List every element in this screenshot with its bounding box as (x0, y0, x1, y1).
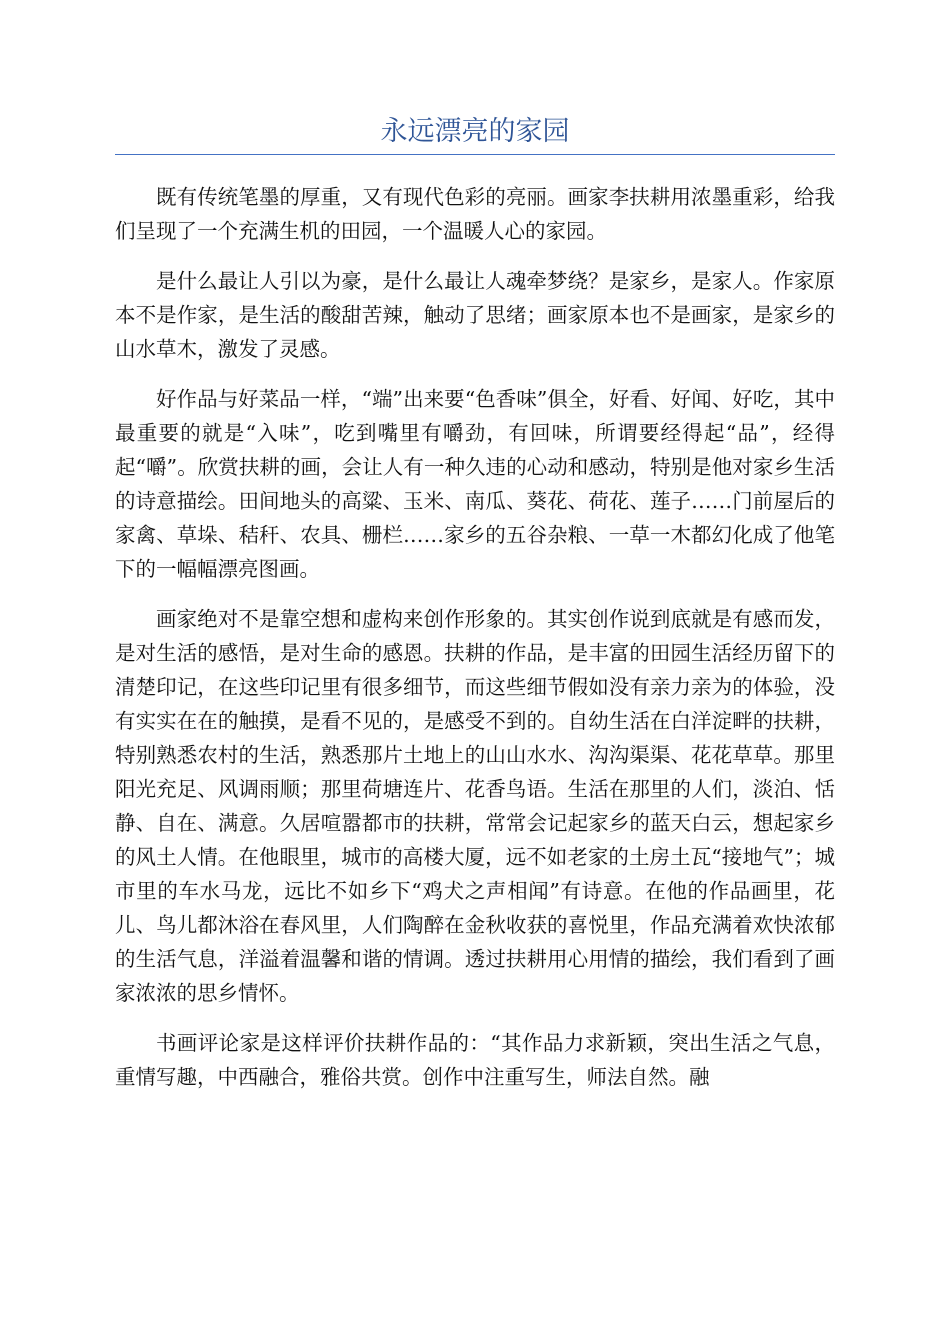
paragraph-1: 既有传统笔墨的厚重，又有现代色彩的亮丽。画家李扶耕用浓墨重彩，给我们呈现了一个充满生机的田园，一个温暖人心的家园。 (115, 185, 835, 243)
paragraph-4: 画家绝对不是靠空想和虚构来创作形象的。其实创作说到底就是有感而发，是对生活的感悟，是对生命的感恩。扶耕的作品，是丰富的田园生活经历留下的清楚印记，在这些印记里有很多细节，而这些细节假如没有亲力亲为的体验，没有实实在在的触摸，是看不见的，是感受不到的。自幼生活在白洋淀畔的扶耕，特别熟悉农村的生活，熟悉那片土地上的山山水水、沟沟渠渠、花花草草。那里阳光充足、风调雨顺；那里荷塘连片、花香鸟语。生活在那里的人们，淡泊、恬静、自在、满意。久居喧嚣都市的扶耕，常常会记起家乡的蓝天白云，想起家乡的风土人情。在他眼里，城市的高楼大厦，远不如老家的土房土瓦“接地气”；城市里的车水马龙，远比不如乡下“鸡犬之声相闻”有诗意。在他的作品画里，花儿、鸟儿都沐浴在春风里，人们陶醉在金秋收获的喜悦里，作品充满着欢快浓郁的生活气息，洋溢着温馨和谐的情调。透过扶耕用心用情的描绘，我们看到了画家浓浓的思乡情怀。 (115, 607, 835, 1005)
paragraph-2: 是什么最让人引以为豪，是什么最让人魂牵梦绕？是家乡，是家人。作家原本不是作家，是生活的酸甜苦辣，触动了思绪；画家原本也不是画家，是家乡的山水草木，激发了灵感。 (115, 269, 835, 361)
paragraph-3: 好作品与好菜品一样，“端”出来要“色香味”俱全，好看、好闻、好吃，其中最重要的就是“入味”，吃到嘴里有嚼劲，有回味，所谓要经得起“品”，经得起“嚼”。欣赏扶耕的画，会让人有一种久违的心动和感动，特别是他对家乡生活的诗意描绘。田间地头的高粱、玉米、南瓜、葵花、荷花、莲子……门前屋后的家禽、草垛、秸秆、农具、栅栏……家乡的五谷杂粮、一草一木都幻化成了他笔下的一幅幅漂亮图画。 (115, 387, 835, 581)
document-title: 永远漂亮的家园 (380, 116, 570, 147)
document-body (115, 180, 835, 1110)
title-underline (115, 154, 835, 155)
paragraph-5: 书画评论家是这样评价扶耕作品的：“其作品力求新颖，突出生活之气息，重情写趣，中西融合，雅俗共赏。创作中注重写生，师法自然。融 (115, 1031, 835, 1089)
